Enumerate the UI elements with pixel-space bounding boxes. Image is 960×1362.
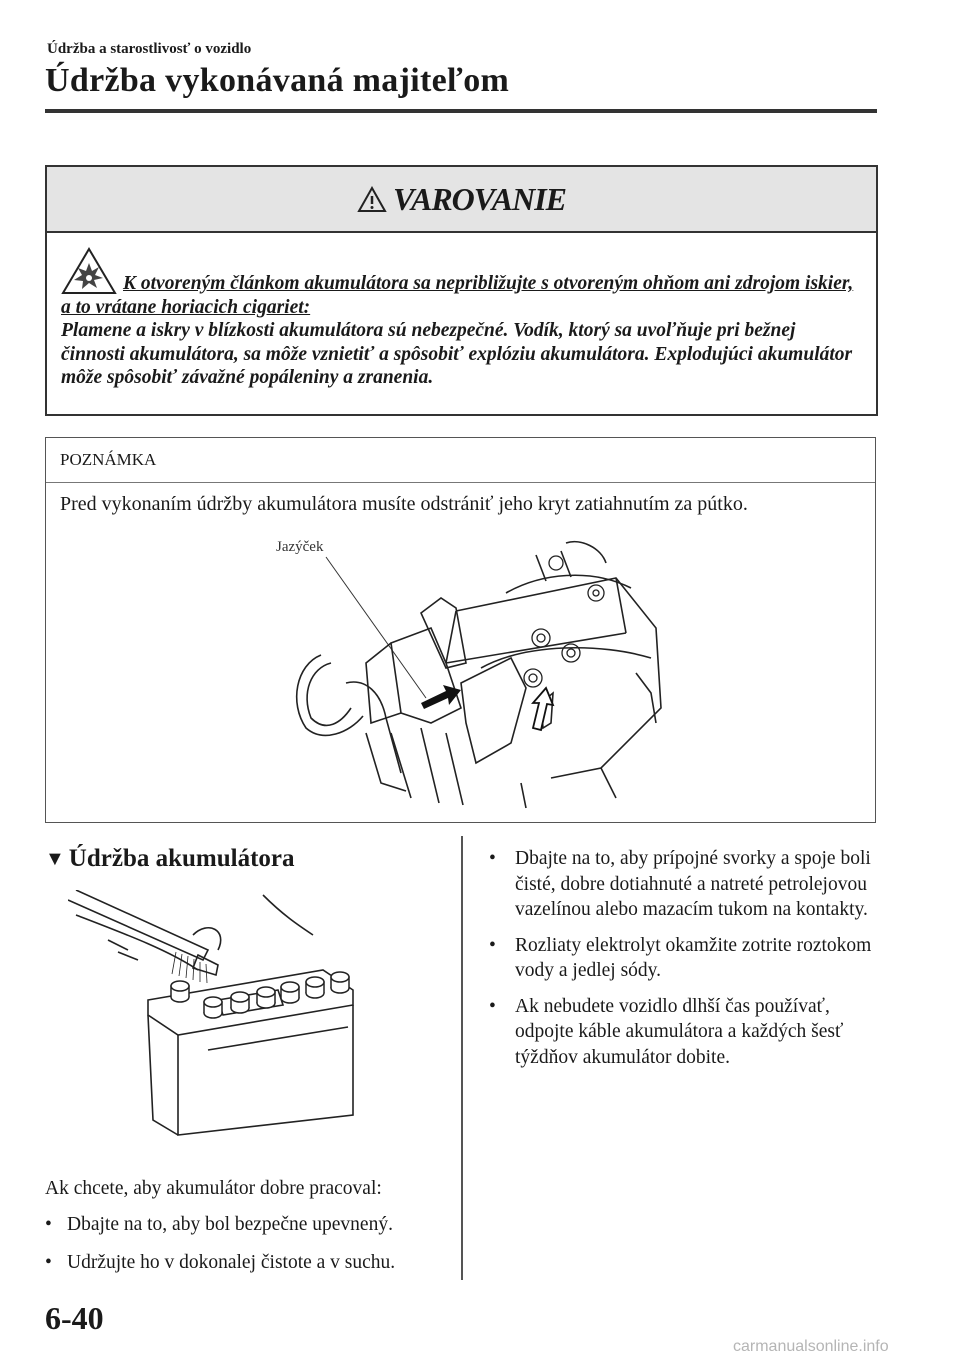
- warning-title: VAROVANIE: [393, 180, 566, 217]
- warning-box: [45, 165, 878, 416]
- note-text: Pred vykonaním údržby akumulátora musíte odstrániť jeho kryt zatiahnutím za pútko.: [60, 493, 748, 515]
- chapter-label: Údržba a starostlivosť o vozidlo: [47, 41, 252, 57]
- list-item: [45, 1250, 450, 1276]
- warning-header: [47, 167, 876, 233]
- bullet-icon: •: [45, 1214, 52, 1235]
- column-divider: [461, 836, 463, 1280]
- warning-body: [47, 233, 876, 390]
- page-number: 6-40: [45, 1300, 104, 1336]
- explosion-icon: [61, 247, 117, 295]
- list-item: [489, 994, 879, 1071]
- left-bullet-list: [45, 1212, 450, 1287]
- title-rule: [45, 109, 877, 113]
- note-box: [45, 437, 876, 823]
- list-item-text: Dbajte na to, aby bol bezpečne upevnený.: [67, 1214, 393, 1235]
- section-title: [45, 845, 295, 873]
- right-bullet-list: [489, 846, 879, 1080]
- warning-text: Plamene a iskry v blízkosti akumulátora sú nebezpečné. Vodík, ktorý sa uvoľňuje pri bežnej činnosti akumulátora, sa môže vznietiť a spôsobiť explóziu akumulátora. Explodujúci akumulátor môže spôsobiť závažné popáleniny a zranenia.: [61, 320, 853, 388]
- note-header: POZNÁMKA: [46, 438, 875, 483]
- page-title: Údržba vykonávaná majiteľom: [45, 62, 510, 99]
- battery-cleaning-illustration: [68, 890, 368, 1160]
- callout-label: Jazýček: [276, 539, 324, 555]
- bullet-icon: •: [45, 1251, 52, 1273]
- section-intro: Ak chcete, aby akumulátor dobre pracoval:: [45, 1178, 382, 1199]
- list-item-text: Dbajte na to, aby prípojné svorky a spoje boli čisté, dobre dotiahnuté a natreté petrolejovou vazelínou alebo mazacím tukom na kontakty.: [515, 848, 871, 920]
- list-item-text: Udržujte ho v dokonalej čistote a v suchu.: [67, 1251, 396, 1273]
- bullet-icon: •: [489, 995, 496, 1017]
- bullet-icon: •: [489, 934, 496, 956]
- list-item: [45, 1212, 450, 1238]
- list-item-text: Ak nebudete vozidlo dlhší čas používať, odpojte káble akumulátora a každých šesť týždňov akumulátor dobite.: [515, 995, 844, 1068]
- bullet-icon: •: [489, 848, 496, 869]
- list-item-text: Rozliaty elektrolyt okamžite zotrite roztokom vody a jedlej sódy.: [515, 934, 872, 981]
- section-title-text: Údržba akumulátora: [68, 845, 295, 872]
- section-marker-icon: ▼: [45, 847, 65, 870]
- list-item: [489, 933, 879, 984]
- warning-lead: K otvoreným článkom akumulátora sa nepribližujte s otvoreným ohňom ani zdrojom iskier, a to vrátane horiacich cigariet:: [61, 273, 854, 318]
- list-item: [489, 846, 879, 923]
- warning-triangle-icon: [357, 186, 387, 213]
- watermark: carmanualsonline.info: [733, 1338, 889, 1355]
- battery-cover-illustration: [271, 533, 691, 813]
